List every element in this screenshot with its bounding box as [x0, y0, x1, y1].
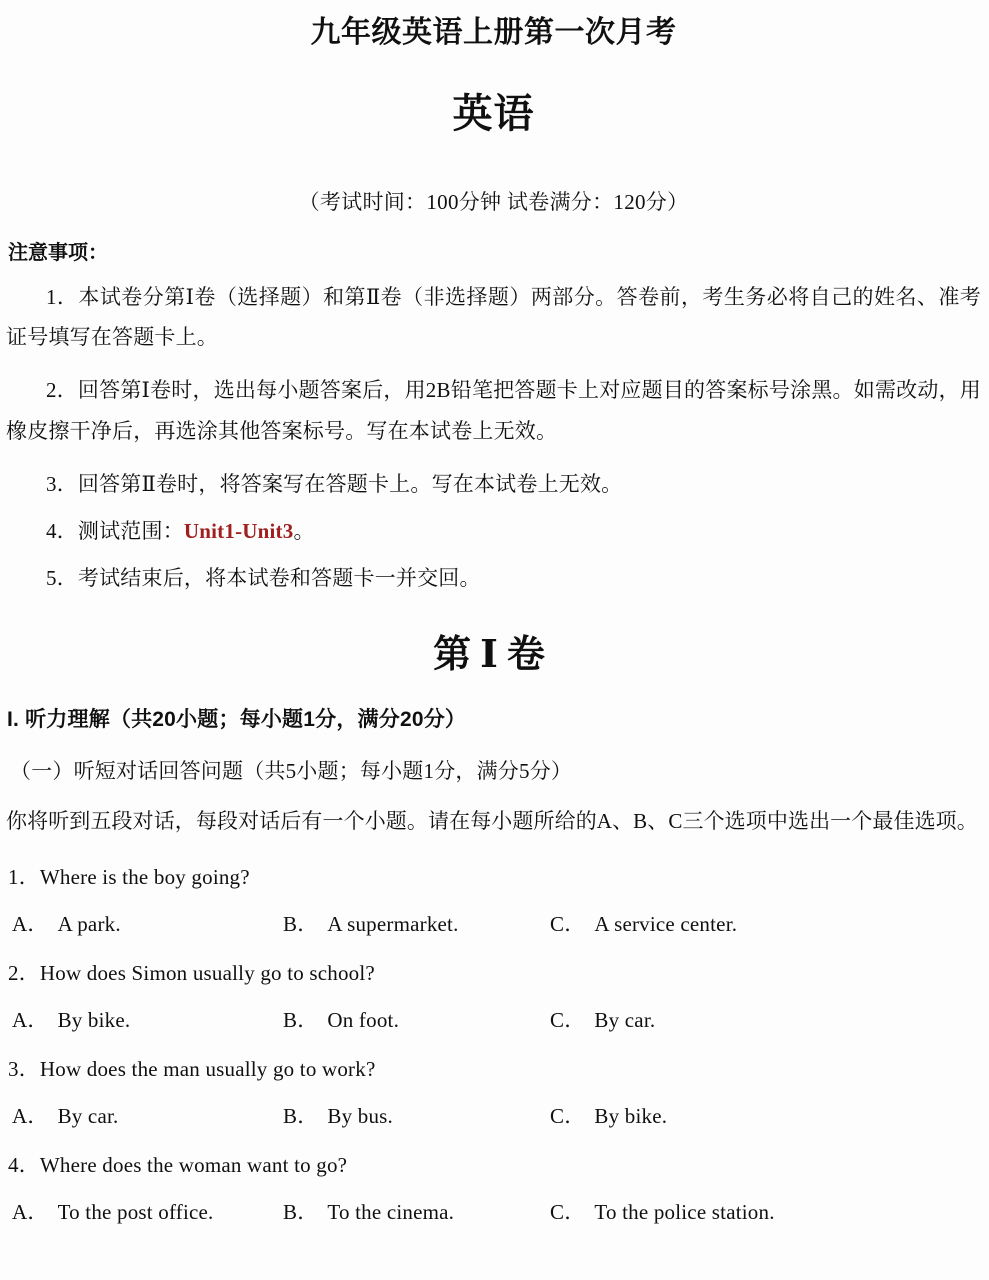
option-c-letter: C． [550, 911, 586, 936]
option-b-text: On foot. [327, 1007, 400, 1032]
notice-heading: 注意事项： [8, 241, 108, 264]
test-range-value: Unit1-Unit3 [183, 519, 294, 544]
option-a-text: By car. [57, 1103, 119, 1128]
option-c[interactable] [550, 908, 737, 938]
option-c-letter: C． [550, 1103, 586, 1128]
option-a-letter: A． [12, 911, 49, 936]
question-number: 2． [8, 960, 40, 985]
option-b[interactable] [283, 1196, 454, 1226]
listening-subpart-heading: （一）听短对话回答问题（共5小题；每小题1分，满分5分） [10, 758, 573, 783]
notice-item-1: 1．本试卷分第Ⅰ卷（选择题）和第Ⅱ卷（非选择题）两部分。答卷前，考生务必将自己的姓名、准考证号填写在答题卡上。 [6, 284, 981, 350]
option-a-text: By bike. [57, 1007, 131, 1032]
notice-item-4-suffix: 。 [293, 519, 315, 544]
option-c-text: A service center. [594, 911, 738, 936]
question-text: How does the man usually go to work? [39, 1056, 376, 1081]
option-b[interactable] [283, 1004, 399, 1034]
question-number: 3． [8, 1056, 40, 1081]
listening-part-heading: I. 听力理解（共20小题；每小题1分，满分20分） [7, 707, 467, 731]
option-c[interactable] [550, 1196, 775, 1226]
question-text: How does Simon usually go to school? [39, 960, 375, 985]
option-c-text: By car. [594, 1007, 656, 1032]
option-c-letter: C． [550, 1007, 586, 1032]
notice-item-5: 5．考试结束后，将本试卷和答题卡一并交回。 [46, 566, 481, 591]
option-a-text: A park. [57, 911, 121, 936]
question-text: Where is the boy going? [39, 864, 250, 889]
option-a-letter: A． [12, 1103, 49, 1128]
option-a-letter: A． [12, 1199, 49, 1224]
options-row [6, 1083, 981, 1130]
question-text: Where does the woman want to go? [39, 1152, 348, 1177]
paper-section-title: 第Ⅰ卷 [433, 634, 554, 677]
option-c-text: To the police station. [594, 1199, 775, 1224]
exam-meta-line: （考试时间：100分钟 试卷满分：120分） [298, 189, 689, 214]
option-a-letter: A． [12, 1007, 49, 1032]
option-b-letter: B． [283, 1007, 319, 1032]
option-b-text: A supermarket. [327, 911, 459, 936]
option-c-text: By bike. [594, 1103, 668, 1128]
notice-item-4 [6, 505, 981, 552]
option-b[interactable] [283, 1100, 393, 1130]
options-row [6, 1179, 981, 1226]
question-stem [6, 1130, 981, 1179]
option-c[interactable] [550, 1100, 667, 1130]
option-a[interactable] [12, 1196, 214, 1226]
option-a[interactable] [12, 1100, 118, 1130]
notice-item-4-prefix: 4．测试范围： [46, 519, 184, 544]
subject-title: 英语 [452, 91, 535, 136]
question-stem [6, 938, 981, 987]
option-a[interactable] [12, 908, 121, 938]
options-row [6, 987, 981, 1034]
option-a-text: To the post office. [57, 1199, 214, 1224]
option-b[interactable] [283, 908, 459, 938]
question-stem [6, 842, 981, 891]
question-stem [6, 1034, 981, 1083]
notice-item-3: 3．回答第Ⅱ卷时，将答案写在答题卡上。写在本试卷上无效。 [46, 472, 623, 497]
option-b-letter: B． [283, 1103, 319, 1128]
option-b-text: To the cinema. [327, 1199, 455, 1224]
question-number: 1． [8, 864, 40, 889]
option-b-text: By bus. [327, 1103, 394, 1128]
page-title: 九年级英语上册第一次月考 [310, 16, 677, 49]
listening-directions: 你将听到五段对话，每段对话后有一个小题。请在每小题所给的A、B、C三个选项中选出一个最佳选项。 [6, 808, 978, 833]
option-b-letter: B． [283, 911, 319, 936]
notice-item-2: 2．回答第Ⅰ卷时，选出每小题答案后，用2B铅笔把答题卡上对应题目的答案标号涂黑。如需改动，用橡皮擦干净后，再选涂其他答案标号。写在本试卷上无效。 [6, 378, 981, 444]
option-b-letter: B． [283, 1199, 319, 1224]
option-c-letter: C． [550, 1199, 586, 1224]
options-row [6, 891, 981, 938]
option-a[interactable] [12, 1004, 130, 1034]
question-number: 4． [8, 1152, 40, 1177]
option-c[interactable] [550, 1004, 655, 1034]
